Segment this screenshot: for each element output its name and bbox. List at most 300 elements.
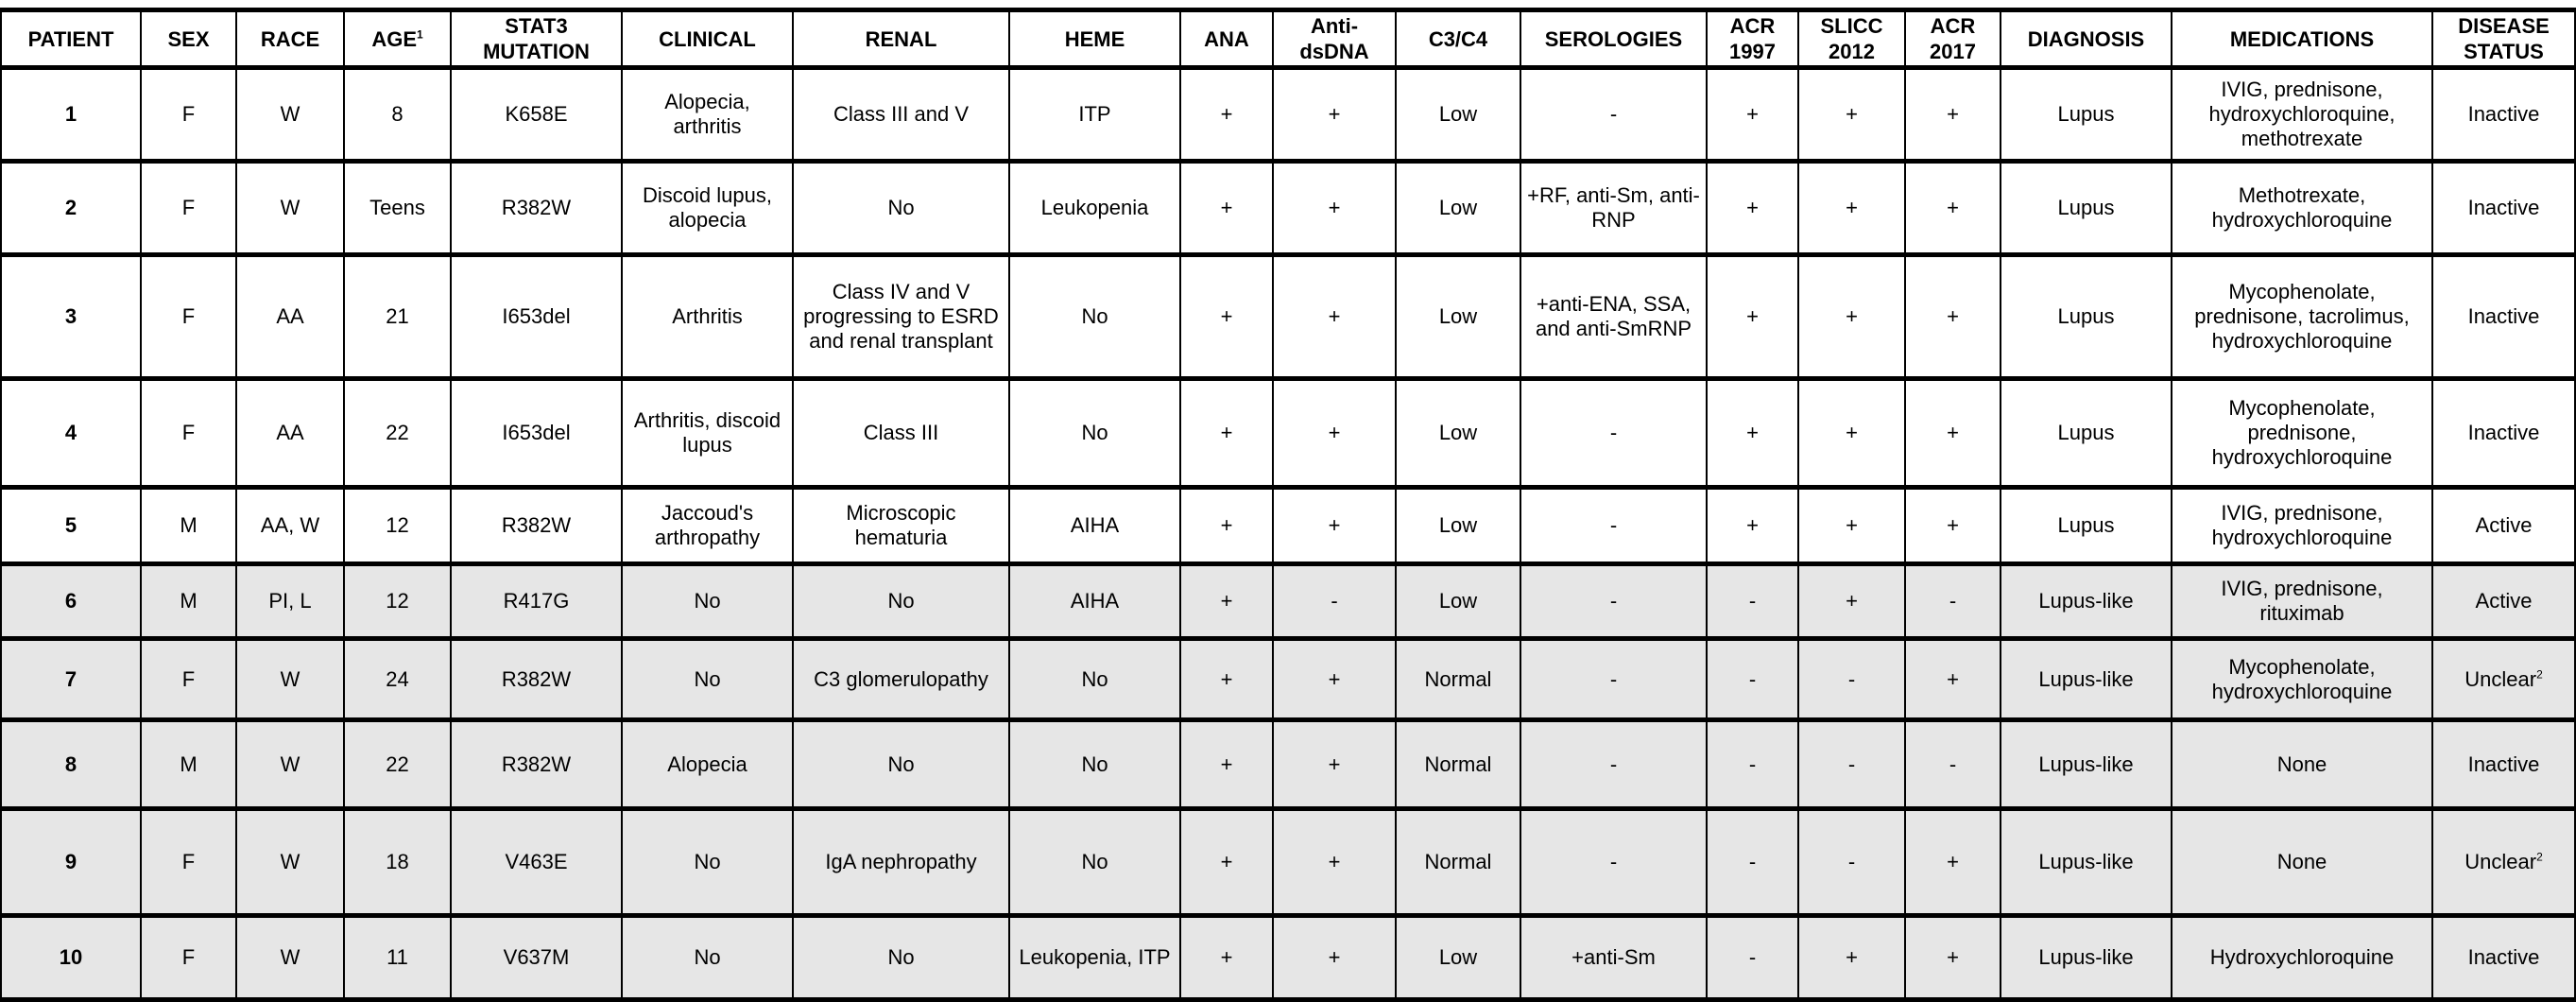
cell-text: + [1220,196,1233,219]
cell-heme [1009,162,1180,255]
cell-text: AA [276,304,304,328]
cell-text: IVIG, prednisone, hydroxychloroquine, methotrexate [2208,78,2396,150]
cell-sex [141,564,236,639]
cell-race [236,68,344,162]
table-row [1,809,2575,916]
cell-text: + [1746,513,1759,537]
cell-text: + [1947,304,1959,328]
cell-anti-dsdna [1273,809,1396,916]
cell-text: Mycophenolate, prednisone, tacrolimus, hydroxychloroquine [2194,280,2410,353]
cell-text: No [887,589,915,613]
column-header-slicc-2012 [1798,10,1905,68]
cell-text: AA, W [260,513,320,537]
cell-text: - [1609,102,1618,126]
cell-diagnosis [2001,68,2172,162]
cell-serologies [1520,809,1707,916]
cell-text: W [280,752,301,776]
cell-race [236,162,344,255]
column-header-label: ANA [1204,26,1249,51]
cell-clinical [622,255,793,379]
cell-text: W [280,850,301,873]
cell-text: R382W [501,513,572,537]
cell-anti-dsdna [1273,162,1396,255]
cell-acr-1997 [1707,488,1798,564]
cell-text: + [1746,304,1759,328]
cell-anti-dsdna [1273,255,1396,379]
cell-heme [1009,379,1180,488]
cell-text: AIHA [1070,589,1120,613]
cell-clinical [622,488,793,564]
cell-heme [1009,720,1180,809]
cell-serologies [1520,720,1707,809]
column-header-ana [1180,10,1273,68]
cell-clinical [622,720,793,809]
cell-age [344,255,451,379]
cell-text: - [1748,850,1757,873]
cell-text: Inactive [2467,102,2540,126]
footnote-marker: 1 [417,27,423,42]
cell-text: + [1328,421,1341,444]
cell-race [236,809,344,916]
column-header-clinical [622,10,793,68]
cell-text: + [1220,666,1233,691]
cell-slicc-2012 [1798,639,1905,720]
cell-text: F [181,102,196,126]
cell-renal [793,255,1009,379]
cell-text: Lupus-like [2038,945,2134,969]
cell-ana [1180,68,1273,162]
cell-diagnosis [2001,916,2172,1000]
cell-medications [2172,720,2432,809]
cell-text: Lupus [2057,102,2115,126]
cell-race [236,564,344,639]
cell-acr-2017 [1905,488,2001,564]
cell-text: M [180,752,197,776]
cell-text: + [1947,421,1959,444]
cell-slicc-2012 [1798,488,1905,564]
cell-text: K658E [505,102,568,126]
cell-stat3-mutation [451,68,622,162]
cell-acr-1997 [1707,162,1798,255]
cell-text: Methotrexate, hydroxychloroquine [2211,183,2393,232]
cell-text: Leukopenia, ITP [1019,945,1171,969]
cell-text: + [1328,945,1341,969]
cell-text: AIHA [1070,513,1120,537]
cell-acr-2017 [1905,720,2001,809]
cell-text: + [1220,421,1233,444]
cell-clinical [622,639,793,720]
cell-clinical [622,564,793,639]
cell-disease-status [2432,564,2575,639]
cell-text: No [1081,752,1108,776]
cell-ana [1180,564,1273,639]
cell-stat3-mutation [451,809,622,916]
cell-disease-status [2432,488,2575,564]
cell-disease-status [2432,916,2575,1000]
header-row [1,10,2575,68]
cell-patient [1,68,141,162]
cell-text: I653del [502,421,571,444]
cell-patient [1,162,141,255]
column-header-anti-dsdna [1273,10,1396,68]
cell-text: 10 [59,945,83,969]
cell-race [236,639,344,720]
cell-slicc-2012 [1798,564,1905,639]
cell-text: Low [1438,421,1478,444]
column-header-age [344,10,451,68]
cell-patient [1,255,141,379]
cell-acr-1997 [1707,564,1798,639]
cell-text: Normal [1424,666,1492,691]
cell-renal [793,916,1009,1000]
cell-c3-c4 [1396,488,1520,564]
cell-serologies [1520,564,1707,639]
cell-diagnosis [2001,720,2172,809]
cell-text: No [1081,421,1108,444]
footnote-marker: 2 [2536,850,2543,864]
cell-renal [793,564,1009,639]
cell-text: + [1746,102,1759,126]
cell-text: W [280,102,301,126]
column-header-label: AGE [371,26,417,51]
cell-text: M [180,589,197,613]
cell-text: No [887,752,915,776]
cell-c3-c4 [1396,639,1520,720]
cell-text: V463E [505,850,568,873]
cell-text: Lupus [2057,196,2115,219]
cell-text: IVIG, prednisone, hydroxychloroquine [2211,501,2393,549]
cell-race [236,379,344,488]
cell-acr-2017 [1905,639,2001,720]
cell-text: + [1846,304,1858,328]
cell-text: W [280,666,301,691]
cell-patient [1,488,141,564]
cell-sex [141,809,236,916]
cell-renal [793,809,1009,916]
cell-text: - [1609,589,1618,613]
cell-acr-2017 [1905,255,2001,379]
cell-text: F [181,850,196,873]
cell-serologies [1520,379,1707,488]
cell-text: R417G [503,589,570,613]
cell-slicc-2012 [1798,255,1905,379]
cell-text: V637M [503,945,570,969]
cell-text: + [1846,196,1858,219]
cell-acr-2017 [1905,916,2001,1000]
table-row [1,720,2575,809]
column-header-label: ACR 1997 [1729,14,1776,63]
cell-text: 5 [64,513,77,537]
cell-slicc-2012 [1798,916,1905,1000]
table-row [1,916,2575,1000]
cell-disease-status [2432,68,2575,162]
cell-renal [793,162,1009,255]
cell-disease-status [2432,255,2575,379]
cell-text: Normal [1424,850,1492,873]
cell-clinical [622,916,793,1000]
cell-anti-dsdna [1273,720,1396,809]
cell-text: No [887,945,915,969]
column-header-medications [2172,10,2432,68]
cell-text: 1 [64,102,77,126]
cell-acr-2017 [1905,68,2001,162]
cell-medications [2172,639,2432,720]
cell-text: 22 [386,421,409,444]
cell-text: C3 glomerulopathy [814,666,988,691]
cell-race [236,916,344,1000]
cell-text: 2 [64,196,77,219]
cell-text: Inactive [2467,304,2540,328]
cell-text: + [1220,945,1233,969]
column-header-label: C3/C4 [1428,26,1488,51]
cell-ana [1180,916,1273,1000]
cell-medications [2172,564,2432,639]
footnote-marker: 2 [2536,667,2543,682]
cell-anti-dsdna [1273,564,1396,639]
cell-clinical [622,162,793,255]
cell-text: - [1748,945,1757,969]
cell-patient [1,379,141,488]
cell-text: Arthritis [672,304,743,328]
cell-c3-c4 [1396,809,1520,916]
cell-slicc-2012 [1798,379,1905,488]
cell-text: - [1609,421,1618,444]
cell-disease-status [2432,162,2575,255]
cell-heme [1009,255,1180,379]
column-header-label: SEX [167,26,210,51]
cell-age [344,488,451,564]
cell-sex [141,488,236,564]
cell-renal [793,488,1009,564]
cell-text: Active [2475,513,2533,537]
cell-text: Hydroxychloroquine [2209,945,2395,969]
column-header-acr-2017 [1905,10,2001,68]
cell-text: 9 [64,850,77,873]
cell-text: Lupus-like [2038,666,2134,691]
table-row [1,255,2575,379]
cell-text: R382W [501,196,572,219]
column-header-disease-status [2432,10,2575,68]
cell-serologies [1520,488,1707,564]
column-header-acr-1997 [1707,10,1798,68]
cell-sex [141,720,236,809]
cell-text: + [1328,196,1341,219]
cell-medications [2172,916,2432,1000]
cell-ana [1180,379,1273,488]
cell-age [344,809,451,916]
cell-sex [141,162,236,255]
column-header-label: DISEASE STATUS [2458,14,2550,63]
cell-ana [1180,639,1273,720]
cell-text: +anti-Sm [1571,945,1656,969]
cell-ana [1180,720,1273,809]
cell-acr-1997 [1707,68,1798,162]
column-header-label: SEROLOGIES [1544,26,1683,51]
cell-text: + [1328,666,1341,691]
cell-slicc-2012 [1798,720,1905,809]
cell-text: PI, L [268,589,312,613]
cell-diagnosis [2001,564,2172,639]
column-header-label: STAT3 MUTATION [483,14,590,63]
cell-text: Unclear [2464,850,2537,873]
cell-text: Mycophenolate, hydroxychloroquine [2211,654,2393,703]
cell-heme [1009,564,1180,639]
cell-text: + [1328,752,1341,776]
cell-text: Low [1438,196,1478,219]
cell-text: Inactive [2467,945,2540,969]
cell-text: + [1220,304,1233,328]
cell-text: F [181,304,196,328]
cell-acr-1997 [1707,916,1798,1000]
cell-text: + [1328,102,1341,126]
cell-text: 24 [386,666,409,691]
cell-text: W [280,196,301,219]
cell-text: Low [1438,945,1478,969]
cell-text: Jaccoud's arthropathy [654,501,761,549]
cell-renal [793,639,1009,720]
cell-age [344,68,451,162]
cell-text: Lupus [2057,513,2115,537]
cell-serologies [1520,68,1707,162]
cell-text: + [1746,196,1759,219]
cell-text: No [694,850,721,873]
cell-diagnosis [2001,379,2172,488]
cell-text: Low [1438,304,1478,328]
cell-text: Inactive [2467,752,2540,776]
cell-text: Class III [863,421,939,444]
cell-text: 7 [64,666,77,691]
cell-age [344,639,451,720]
cell-text: Inactive [2467,421,2540,444]
cell-text: No [1081,666,1108,691]
cell-text: No [694,589,721,613]
cell-text: Low [1438,589,1478,613]
cell-stat3-mutation [451,564,622,639]
cell-text: + [1947,666,1959,691]
cell-age [344,720,451,809]
cell-ana [1180,809,1273,916]
cell-text: 21 [386,304,409,328]
cell-text: 18 [386,850,409,873]
cell-text: Class III and V [833,102,970,126]
cell-ana [1180,162,1273,255]
column-header-label: SLICC 2012 [1820,14,1883,63]
cell-age [344,162,451,255]
column-header-label: MEDICATIONS [2229,26,2375,51]
cell-slicc-2012 [1798,68,1905,162]
cell-text: Normal [1424,752,1492,776]
cell-diagnosis [2001,639,2172,720]
cell-anti-dsdna [1273,488,1396,564]
cell-text: M [180,513,197,537]
cell-text: ITP [1078,102,1111,126]
cell-text: - [1847,850,1856,873]
cell-text: + [1220,513,1233,537]
cell-clinical [622,68,793,162]
column-header-label: RACE [260,26,320,51]
cell-text: Microscopic hematuria [846,501,956,549]
cell-disease-status [2432,809,2575,916]
cell-stat3-mutation [451,162,622,255]
cell-medications [2172,255,2432,379]
cell-text: W [280,945,301,969]
column-header-label: PATIENT [27,26,114,51]
cell-disease-status [2432,720,2575,809]
cell-text: No [1081,850,1108,873]
cell-text: + [1947,850,1959,873]
column-header-label: DIAGNOSIS [2027,26,2145,51]
cell-renal [793,379,1009,488]
cell-medications [2172,68,2432,162]
column-header-heme [1009,10,1180,68]
cell-text: + [1846,513,1858,537]
cell-c3-c4 [1396,564,1520,639]
cell-acr-1997 [1707,255,1798,379]
cell-disease-status [2432,639,2575,720]
cell-text: F [181,945,196,969]
column-header-label: Anti-dsDNA [1299,14,1369,63]
cell-serologies [1520,162,1707,255]
column-header-race [236,10,344,68]
cell-text: 12 [386,513,409,537]
cell-slicc-2012 [1798,162,1905,255]
cell-heme [1009,68,1180,162]
cell-text: - [1847,666,1856,691]
cell-text: - [1609,666,1618,691]
cell-heme [1009,809,1180,916]
cell-c3-c4 [1396,720,1520,809]
table-row [1,379,2575,488]
cell-acr-1997 [1707,809,1798,916]
cell-text: IVIG, prednisone, rituximab [2221,577,2383,625]
cell-serologies [1520,916,1707,1000]
cell-stat3-mutation [451,255,622,379]
cell-text: Lupus-like [2038,850,2134,873]
cell-serologies [1520,639,1707,720]
cell-stat3-mutation [451,916,622,1000]
cell-patient [1,564,141,639]
cell-acr-2017 [1905,379,2001,488]
cell-text: AA [276,421,304,444]
cell-text: - [1748,589,1757,613]
cell-sex [141,68,236,162]
cell-c3-c4 [1396,162,1520,255]
cell-text: Inactive [2467,196,2540,219]
cell-text: 4 [64,421,77,444]
column-header-patient [1,10,141,68]
cell-ana [1180,255,1273,379]
cell-text: F [181,421,196,444]
cell-diagnosis [2001,488,2172,564]
cell-c3-c4 [1396,255,1520,379]
cell-serologies [1520,255,1707,379]
cell-text: Lupus [2057,421,2115,444]
cell-ana [1180,488,1273,564]
cell-text: + [1220,589,1233,613]
cell-acr-2017 [1905,162,2001,255]
cell-acr-1997 [1707,720,1798,809]
cell-text: Alopecia, arthritis [664,90,750,138]
cell-text: + [1846,589,1858,613]
cell-text: Discoid lupus, alopecia [643,183,772,232]
cell-text: + [1947,102,1959,126]
cell-age [344,564,451,639]
cell-text: - [1331,589,1338,613]
cell-anti-dsdna [1273,68,1396,162]
cell-text: + [1846,102,1858,126]
cell-text: 22 [386,752,409,776]
column-header-label: HEME [1064,26,1125,51]
